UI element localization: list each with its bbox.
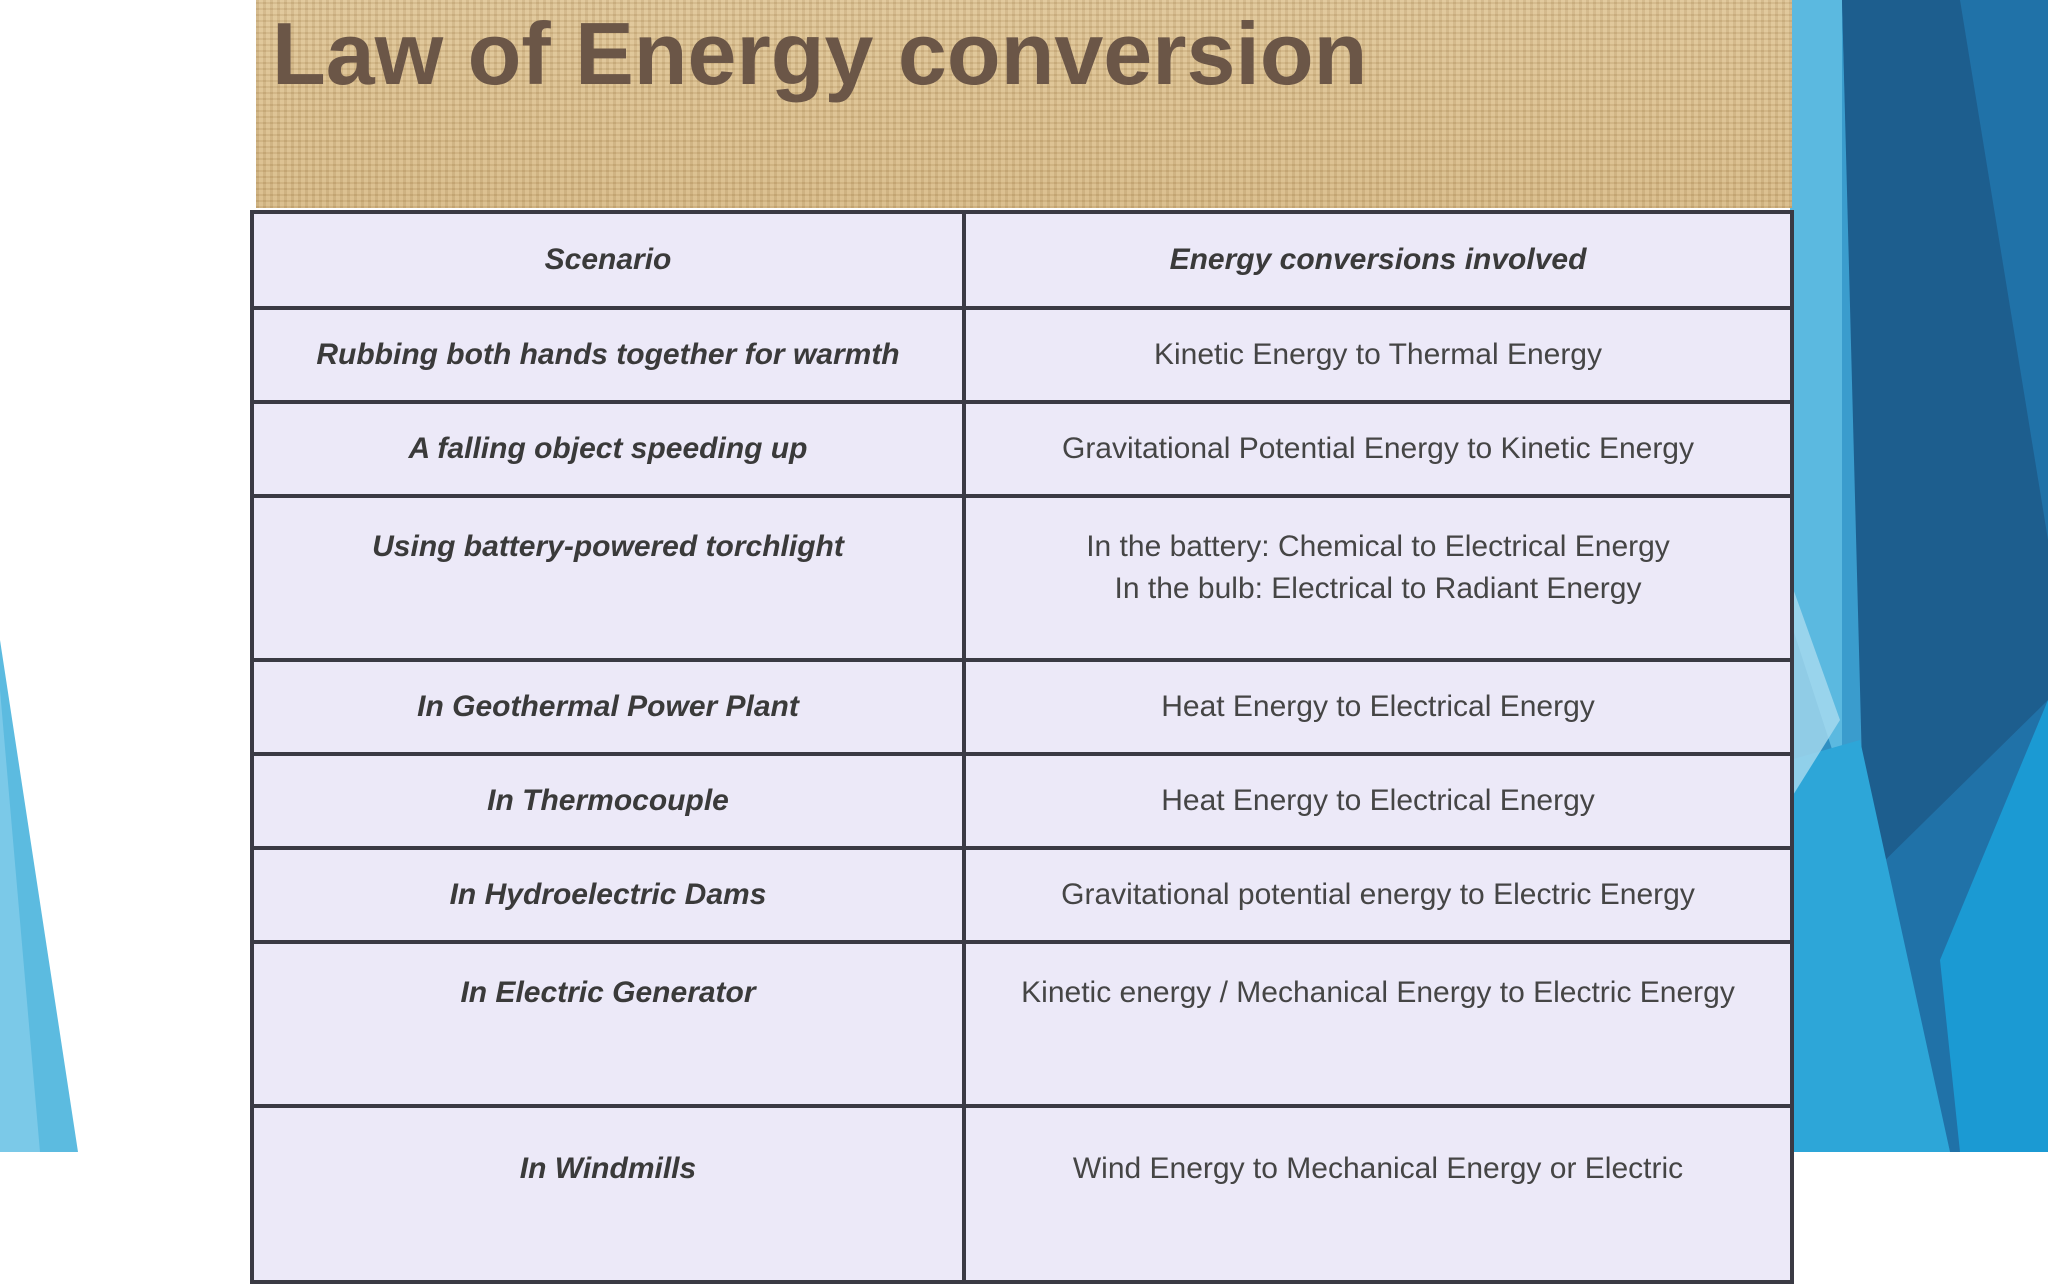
scenario-cell: A falling object speeding up (252, 402, 964, 496)
conversion-cell: Gravitational Potential Energy to Kinetic Energy (964, 402, 1792, 496)
table-row (252, 1106, 1792, 1282)
conversion-line: In the battery: Chemical to Electrical Energy (1086, 530, 1670, 563)
scenario-cell: Using battery-powered torchlight (252, 496, 964, 660)
conversion-cell: Kinetic energy / Mechanical Energy to Electric Energy (964, 942, 1792, 1106)
table-row (252, 660, 1792, 754)
table-row (252, 848, 1792, 942)
conversion-cell (964, 496, 1792, 660)
energy-table-container (250, 210, 1790, 1185)
slide-title: Law of Energy conversion (272, 4, 1368, 103)
table-row (252, 942, 1792, 1106)
conversion-cell: Heat Energy to Electrical Energy (964, 754, 1792, 848)
scenario-cell: In Windmills (252, 1106, 964, 1282)
table-row (252, 402, 1792, 496)
header-scenario: Scenario (252, 212, 964, 308)
conversion-cell: Wind Energy to Mechanical Energy or Electric (964, 1106, 1792, 1282)
table-row (252, 754, 1792, 848)
table-row (252, 496, 1792, 660)
header-energy-conversions: Energy conversions involved (964, 212, 1792, 308)
scenario-cell: In Electric Generator (252, 942, 964, 1106)
scenario-cell: Rubbing both hands together for warmth (252, 308, 964, 402)
scenario-cell: In Geothermal Power Plant (252, 660, 964, 754)
energy-conversion-table (250, 210, 1794, 1284)
table-header-row (252, 212, 1792, 308)
scenario-cell: In Hydroelectric Dams (252, 848, 964, 942)
conversion-cell: Heat Energy to Electrical Energy (964, 660, 1792, 754)
scenario-cell: In Thermocouple (252, 754, 964, 848)
table-row (252, 308, 1792, 402)
conversion-cell: Gravitational potential energy to Electric Energy (964, 848, 1792, 942)
conversion-line: In the bulb: Electrical to Radiant Energy (1114, 572, 1642, 605)
conversion-cell: Kinetic Energy to Thermal Energy (964, 308, 1792, 402)
